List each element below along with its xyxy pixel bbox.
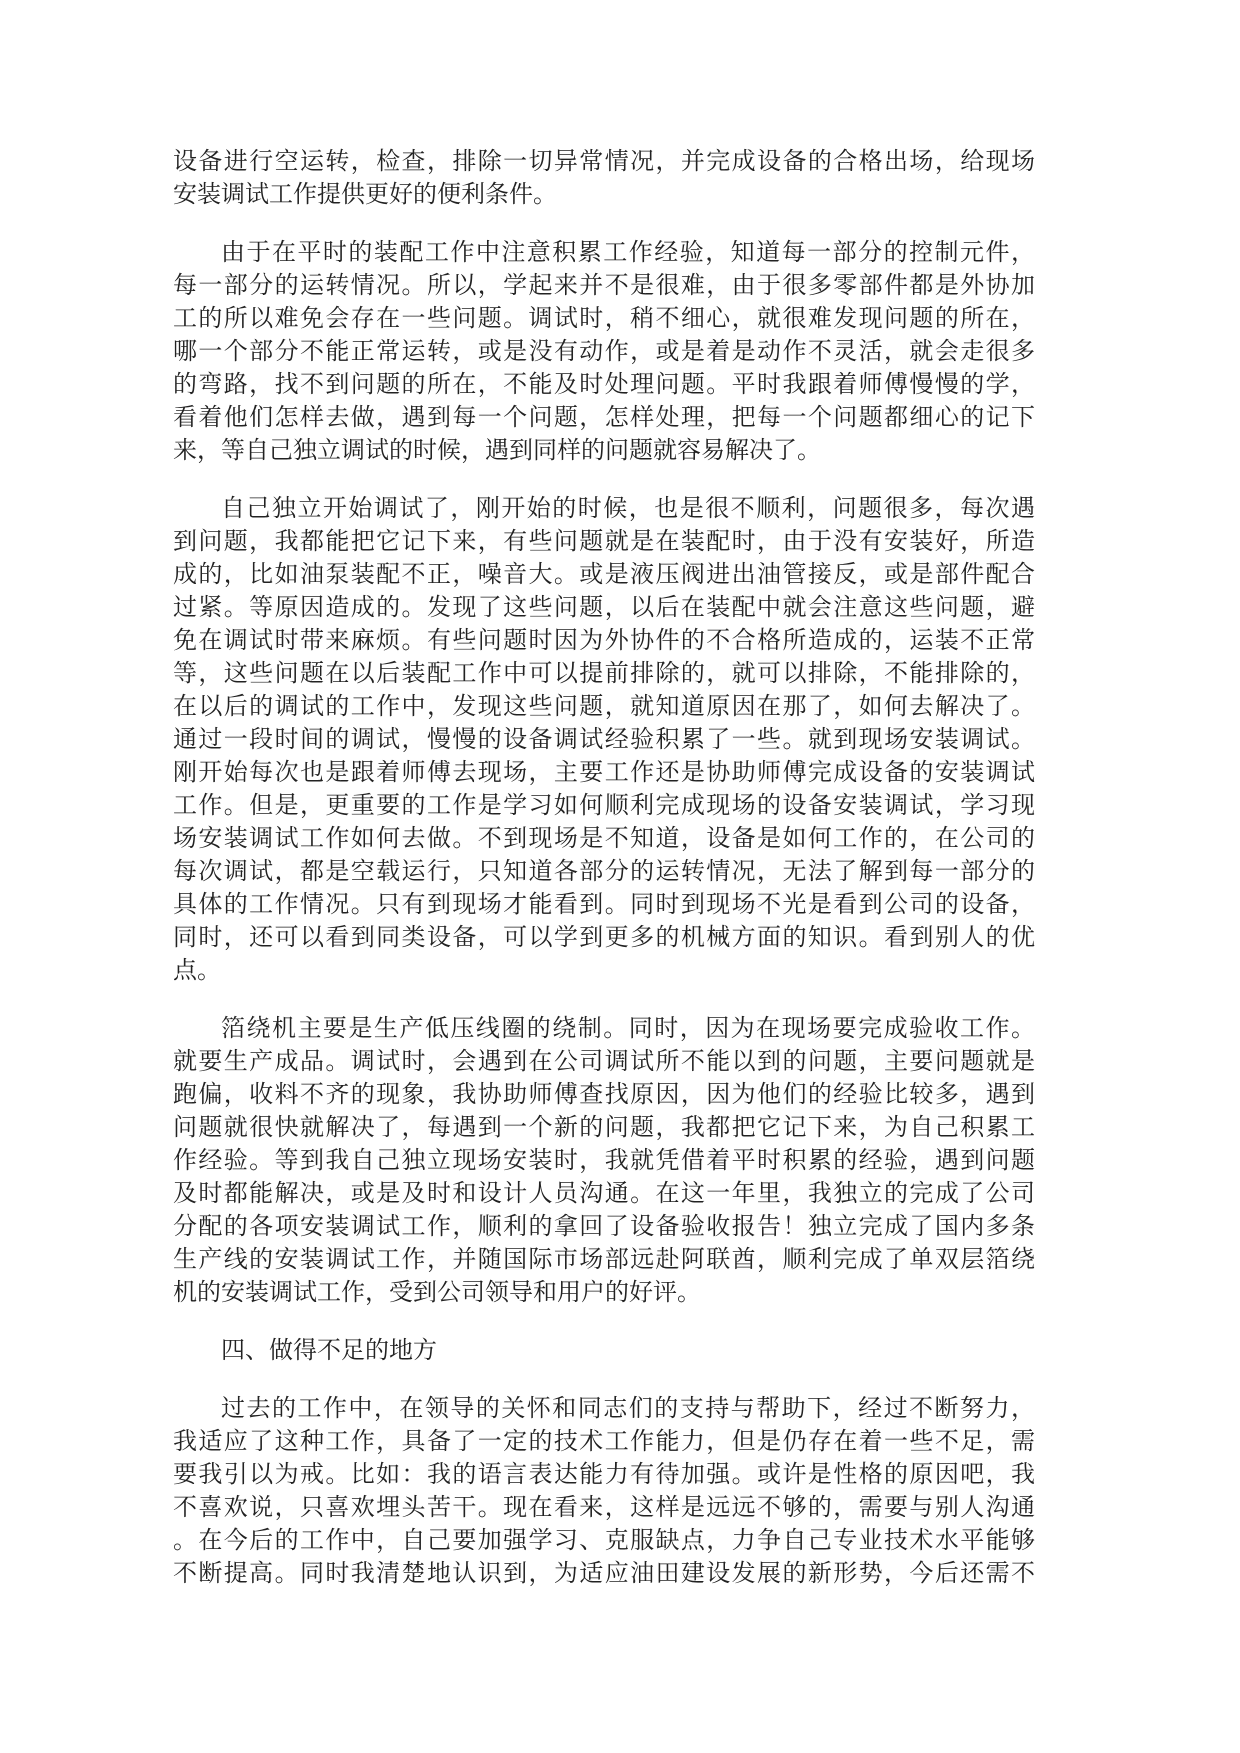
- text-line: 工的所以难免会存在一些问题。调试时，稍不细心，就很难发现问题的所在，: [173, 306, 1035, 332]
- text-line: 分配的各项安装调试工作，顺利的拿回了设备验收报告！独立完成了国内多条: [173, 1214, 1035, 1240]
- text-line: 就要生产成品。调试时，会遇到在公司调试所不能以到的问题，主要问题就是: [173, 1049, 1035, 1075]
- text-line: 生产线的安装调试工作，并随国际市场部远赴阿联酋，顺利完成了单双层箔绕: [173, 1247, 1035, 1273]
- text-line: 及时都能解决，或是及时和设计人员沟通。在这一年里，我独立的完成了公司: [173, 1181, 1035, 1207]
- text-line: 的弯路，找不到问题的所在，不能及时处理问题。平时我跟着师傅慢慢的学，: [173, 372, 1035, 398]
- text-line: 工作。但是，更重要的工作是学习如何顺利完成现场的设备安装调试，学习现: [173, 793, 1035, 819]
- text-line: 要我引以为戒。比如：我的语言表达能力有待加强。或许是性格的原因吧，我: [173, 1462, 1035, 1488]
- text-line: 哪一个部分不能正常运转，或是没有动作，或是着是动作不灵活，就会走很多: [173, 339, 1035, 365]
- text-line: 我适应了这种工作，具备了一定的技术工作能力，但是仍存在着一些不足，需: [173, 1429, 1035, 1455]
- paragraph: [173, 237, 1035, 468]
- text-line: 不喜欢说，只喜欢埋头苦干。现在看来，这样是远远不够的，需要与别人沟通: [173, 1495, 1035, 1521]
- text-line: 机的安装调试工作，受到公司领导和用户的好评。: [173, 1280, 701, 1306]
- text-line: 等，这些问题在以后装配工作中可以提前排除的，就可以排除，不能排除的，: [173, 661, 1035, 687]
- text-line: 来，等自己独立调试的时候，遇到同样的问题就容易解决了。: [173, 438, 821, 464]
- text-line: 在以后的调试的工作中，发现这些问题，就知道原因在那了，如何去解决了。: [173, 694, 1035, 720]
- paragraph: [173, 493, 1035, 988]
- text-line: 问题就很快就解决了，每遇到一个新的问题，我都把它记下来，为自己积累工: [173, 1115, 1035, 1141]
- text-line: 免在调试时带来麻烦。有些问题时因为外协件的不合格所造成的，运装不正常: [173, 628, 1035, 654]
- text-line: 每一部分的运转情况。所以，学起来并不是很难，由于很多零部件都是外协加: [173, 273, 1035, 299]
- text-line: 过紧。等原因造成的。发现了这些问题，以后在装配中就会注意这些问题，避: [173, 595, 1035, 621]
- text-line: 安装调试工作提供更好的便利条件。: [173, 182, 557, 208]
- text-line: 自己独立开始调试了，刚开始的时候，也是很不顺利，问题很多，每次遇: [221, 496, 1035, 522]
- text-line: 到问题，我都能把它记下来，有些问题就是在装配时，由于没有安装好，所造: [173, 529, 1035, 555]
- text-line: 作经验。等到我自己独立现场安装时，我就凭借着平时积累的经验，遇到问题: [173, 1148, 1035, 1174]
- text-line: 点。: [173, 958, 221, 984]
- text-line: 具体的工作情况。只有到现场才能看到。同时到现场不光是看到公司的设备，: [173, 892, 1035, 918]
- text-line: 通过一段时间的调试，慢慢的设备调试经验积累了一些。就到现场安装调试。: [173, 727, 1035, 753]
- text-line: 不断提高。同时我清楚地认识到，为适应油田建设发展的新形势，今后还需不: [173, 1561, 1035, 1587]
- paragraph: [173, 1013, 1035, 1310]
- paragraph: [173, 1393, 1035, 1591]
- text-line: 。在今后的工作中，自己要加强学习、克服缺点，力争自己专业技术水平能够: [173, 1528, 1035, 1554]
- text-line: 刚开始每次也是跟着师傅去现场，主要工作还是协助师傅完成设备的安装调试: [173, 760, 1035, 786]
- text-line: 成的，比如油泵装配不正，噪音大。或是液压阀进出油管接反，或是部件配合: [173, 562, 1035, 588]
- text-line: 场安装调试工作如何去做。不到现场是不知道，设备是如何工作的，在公司的: [173, 826, 1035, 852]
- text-line: 同时，还可以看到同类设备，可以学到更多的机械方面的知识。看到别人的优: [173, 925, 1035, 951]
- text-line: 由于在平时的装配工作中注意积累工作经验，知道每一部分的控制元件，: [221, 240, 1035, 266]
- paragraph: [173, 146, 1035, 212]
- document-body: [173, 146, 1035, 1591]
- text-line: 每次调试，都是空载运行，只知道各部分的运转情况，无法了解到每一部分的: [173, 859, 1035, 885]
- text-line: 过去的工作中，在领导的关怀和同志们的支持与帮助下，经过不断努力，: [221, 1396, 1035, 1422]
- text-line: 看着他们怎样去做，遇到每一个问题，怎样处理，把每一个问题都细心的记下: [173, 405, 1035, 431]
- section-heading: [173, 1335, 1035, 1368]
- text-line: 四、做得不足的地方: [221, 1338, 437, 1364]
- text-line: 箔绕机主要是生产低压线圈的绕制。同时，因为在现场要完成验收工作。: [221, 1016, 1035, 1042]
- text-line: 设备进行空运转，检查，排除一切异常情况，并完成设备的合格出场，给现场: [173, 149, 1035, 175]
- text-line: 跑偏，收料不齐的现象，我协助师傅查找原因，因为他们的经验比较多，遇到: [173, 1082, 1035, 1108]
